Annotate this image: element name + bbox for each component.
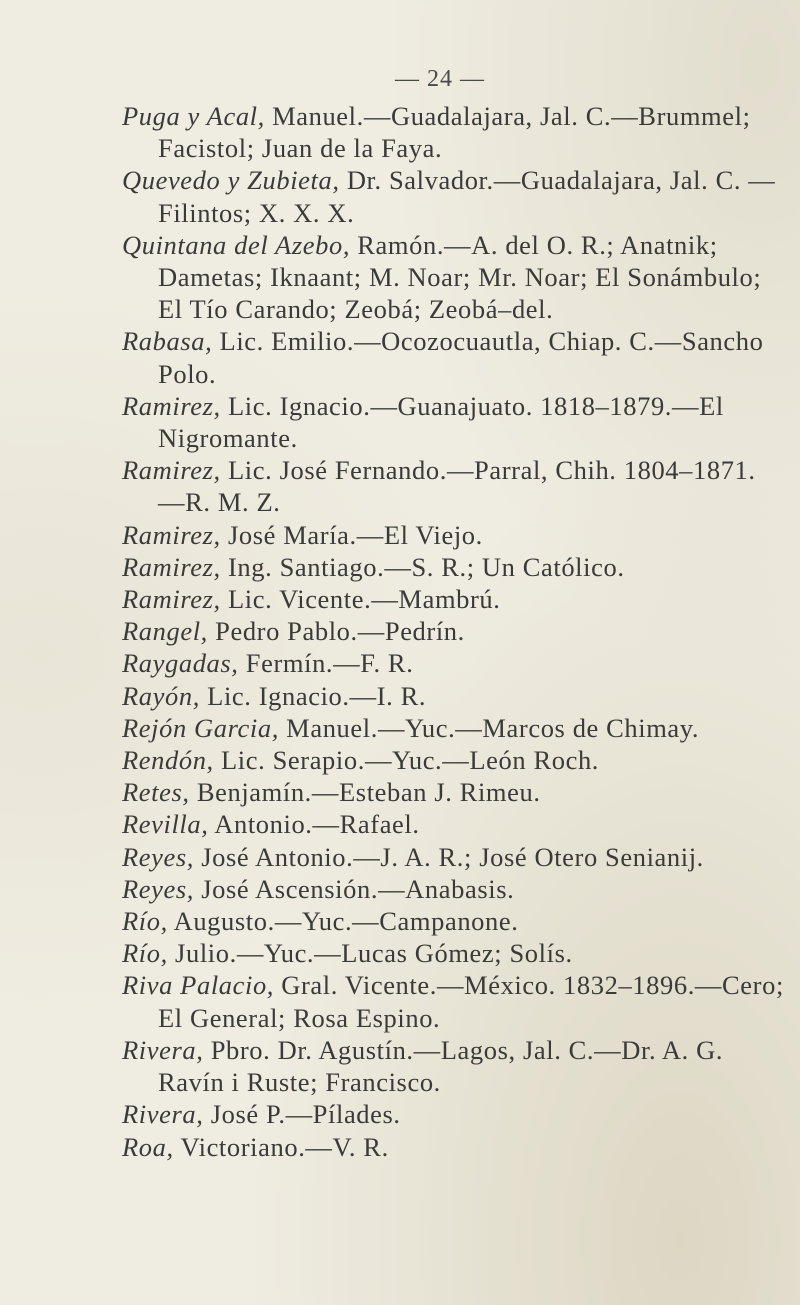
entry-author: Ramirez,: [122, 551, 221, 582]
entry-author: Quintana del Azebo,: [122, 229, 351, 260]
entry: [122, 680, 787, 712]
entry: [122, 100, 787, 164]
entry-details: Julio.—Yuc.—Lucas Gómez; Solís.: [167, 938, 573, 969]
entry-author: Rendón,: [122, 745, 214, 776]
entry-author: Ramirez,: [122, 455, 221, 486]
entry: [122, 551, 787, 583]
entry-author: Reyes,: [122, 873, 195, 904]
entry-details: Manuel.—Guadalajara, Jal. C.—Brummel; Facistol; Juan de la Faya.: [158, 101, 751, 164]
entry-author: Revilla,: [122, 809, 209, 840]
entry-details: Ramón.—A. del O. R.; Anatnik; Dametas; Iknaant; M. Noar; Mr. Noar; El Sonámbulo; El Tío Carando; Zeobá; Zeobá–del.: [158, 229, 762, 325]
entry: [122, 1034, 787, 1098]
entry-details: Pbro. Dr. Agustín.—Lagos, Jal. C.—Dr. A. G. Ravín i Ruste; Francisco.: [158, 1034, 724, 1098]
entry-author: Ramirez,: [122, 584, 221, 615]
entry-details: Ing. Santiago.—S. R.; Un Católico.: [220, 551, 625, 582]
entry: [122, 164, 787, 228]
entry: [122, 615, 787, 647]
entry: [122, 969, 787, 1033]
entry-details: Lic. Vicente.—Mambrú.: [220, 584, 501, 615]
entry-author: Rivera,: [122, 1099, 204, 1130]
entry-details: Benjamín.—Esteban J. Rimeu.: [189, 777, 541, 808]
entry: [122, 229, 787, 326]
entry-details: Victoriano.—V. R.: [173, 1131, 389, 1162]
entry-details: José María.—El Viejo.: [220, 519, 483, 550]
entry: [122, 873, 787, 905]
entry-details: Gral. Vicente.—México. 1832–1896.—Cero; El General; Rosa Espino.: [158, 970, 784, 1033]
entry: [122, 905, 787, 937]
entry: [122, 519, 787, 551]
entry: [122, 1131, 787, 1163]
entry-details: Lic. Ignacio.—Guanajuato. 1818–1879.—El Nigromante.: [158, 390, 724, 454]
entry-details: Pedro Pablo.—Pedrín.: [207, 616, 465, 647]
entry-author: Ramirez,: [122, 519, 221, 550]
entry-author: Rivera,: [122, 1034, 204, 1065]
entry: [122, 1098, 787, 1130]
entry-author: Rejón Garcia,: [122, 712, 279, 743]
entry-author: Rayón,: [122, 680, 200, 711]
entry-details: Fermín.—F. R.: [238, 648, 414, 679]
entry-author: Roa,: [122, 1131, 174, 1162]
page-number: — 24 —: [395, 66, 485, 92]
entry-author: Rangel,: [122, 616, 208, 647]
entry-details: José Antonio.—J. A. R.; José Otero Senianij.: [194, 841, 704, 872]
entry-author: Rabasa,: [122, 326, 213, 357]
entry: [122, 776, 787, 808]
entry-author: Quevedo y Zubieta,: [122, 165, 340, 196]
entry-details: Lic. José Fernando.—Parral, Chih. 1804–1871. —R. M. Z.: [158, 455, 756, 518]
entry-author: Retes,: [122, 777, 190, 808]
entry-author: Raygadas,: [122, 648, 239, 679]
entry-author: Riva Palacio,: [122, 970, 275, 1001]
entry-details: Manuel.—Yuc.—Marcos de Chimay.: [278, 712, 700, 743]
entry: [122, 712, 787, 744]
entry-author: Puga y Acal,: [122, 101, 265, 131]
entry-author: Río,: [122, 938, 168, 969]
entry: [122, 937, 787, 969]
entry: [122, 808, 787, 840]
entry-details: Lic. Ignacio.—I. R.: [199, 680, 427, 711]
entry-author: Reyes,: [122, 841, 195, 872]
entry: [122, 647, 787, 679]
entry-details: Lic. Emilio.—Ocozocuautla, Chiap. C.—Sancho Polo.: [158, 326, 764, 389]
pseudonym-entry-list: [122, 100, 787, 1163]
entry: [122, 744, 787, 776]
entry-details: José P.—Pílades.: [203, 1099, 401, 1130]
entry-author: Río,: [122, 906, 168, 937]
entry-details: Augusto.—Yuc.—Campanone.: [167, 906, 519, 937]
entry: [122, 325, 787, 389]
entry: [122, 841, 787, 873]
entry-details: Lic. Serapio.—Yuc.—León Roch.: [213, 745, 600, 776]
entry: [122, 390, 787, 454]
entry-details: Dr. Salvador.—Guadalajara, Jal. C. —Filintos; X. X. X.: [158, 165, 776, 228]
entry-details: Antonio.—Rafael.: [208, 809, 420, 840]
entry-author: Ramirez,: [122, 390, 221, 421]
entry: [122, 454, 787, 518]
entry-details: José Ascensión.—Anabasis.: [194, 873, 515, 904]
entry: [122, 583, 787, 615]
